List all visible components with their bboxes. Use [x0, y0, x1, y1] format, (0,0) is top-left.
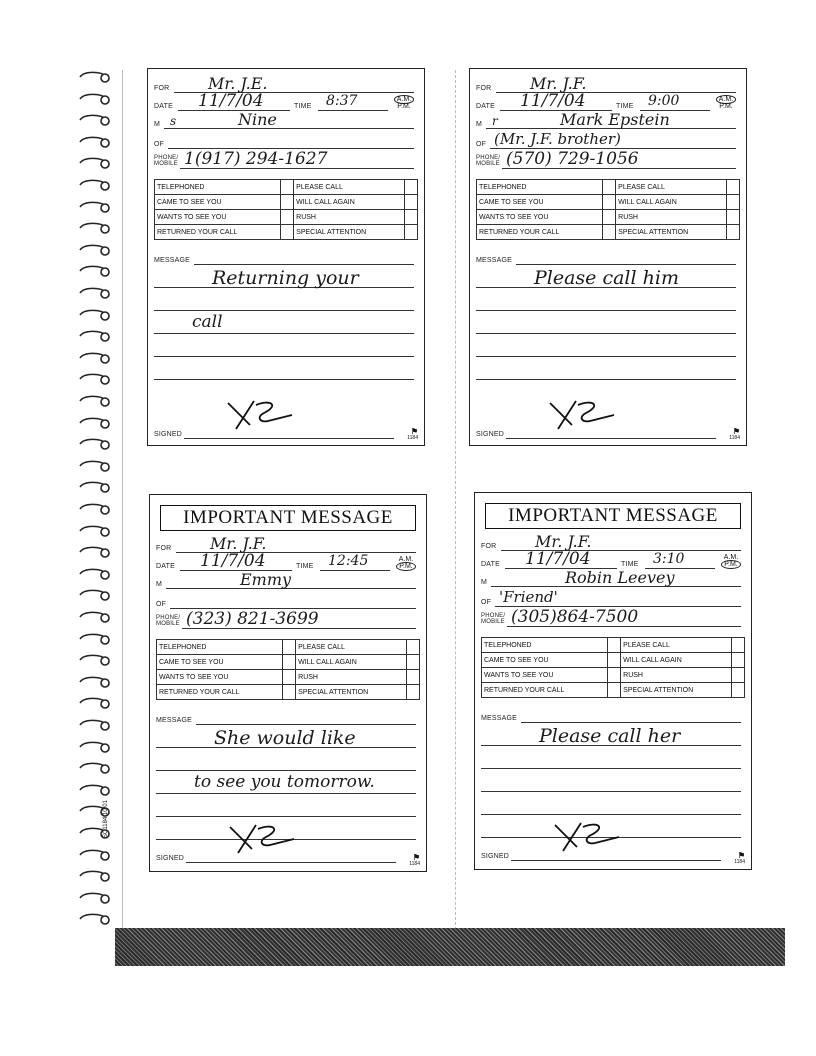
message-line — [521, 722, 741, 723]
for-value: Mr. J.F. — [210, 534, 267, 553]
telephoned-label: TELEPHONED — [482, 638, 608, 653]
spiral-ring-icon — [78, 761, 110, 775]
checkbox-row — [155, 195, 418, 210]
checkbox-row — [155, 180, 418, 195]
returned-call-label: RETURNED YOUR CALL — [477, 225, 603, 240]
returned-call-checkbox[interactable] — [603, 225, 616, 240]
spiral-ring-icon — [78, 264, 110, 278]
please-call-checkbox[interactable] — [407, 640, 420, 655]
rush-checkbox[interactable] — [727, 210, 740, 225]
please-call-label: PLEASE CALL — [294, 180, 405, 195]
logo-icon: ⚑ — [737, 851, 745, 860]
came-to-see-label: CAME TO SEE YOU — [477, 195, 603, 210]
form-number: 1184 — [407, 435, 418, 441]
date-value: 11/7/04 — [200, 551, 266, 571]
spiral-ring-icon — [78, 286, 110, 300]
special-attention-label: SPECIAL ATTENTION — [296, 685, 407, 700]
message-label: MESSAGE — [156, 717, 193, 724]
checkbox-row — [157, 655, 420, 670]
returned-call-checkbox[interactable] — [283, 685, 296, 700]
spiral-ring-icon — [78, 437, 110, 451]
telephoned-checkbox[interactable] — [281, 180, 294, 195]
spiral-ring-icon — [78, 891, 110, 905]
message-text-line1: Returning your — [212, 267, 359, 289]
pm-label: P.M. — [719, 103, 733, 110]
for-value: Mr. J.E. — [208, 74, 268, 93]
time-value: 12:45 — [328, 553, 369, 569]
wants-to-see-checkbox[interactable] — [603, 210, 616, 225]
of-label: OF — [154, 141, 165, 148]
spiral-ring-icon — [78, 696, 110, 710]
banner-title: IMPORTANT MESSAGE — [508, 505, 718, 526]
spiral-ring-icon — [78, 502, 110, 516]
spiral-ring-icon — [78, 156, 110, 170]
for-value: Mr. J.F. — [530, 74, 587, 93]
am-label: A.M. — [398, 556, 414, 563]
rush-checkbox[interactable] — [407, 670, 420, 685]
time-label: TIME — [616, 103, 634, 110]
checkbox-row — [482, 668, 745, 683]
pm-label: P.M. — [397, 103, 411, 110]
date-value: 11/7/04 — [520, 91, 586, 111]
form-number-logo — [407, 429, 418, 441]
time-label: TIME — [294, 103, 312, 110]
came-to-see-checkbox[interactable] — [283, 655, 296, 670]
please-call-checkbox[interactable] — [727, 180, 740, 195]
message-line — [481, 814, 741, 815]
for-label: FOR — [154, 85, 170, 92]
checkbox-grid — [154, 179, 418, 240]
message-line — [156, 816, 416, 817]
spiral-ring-icon — [78, 351, 110, 365]
for-label: FOR — [156, 545, 172, 552]
spiral-ring-icon — [78, 394, 110, 408]
came-to-see-label: CAME TO SEE YOU — [157, 655, 283, 670]
spiral-ring-icon — [78, 92, 110, 106]
telephoned-checkbox[interactable] — [283, 640, 296, 655]
rush-checkbox[interactable] — [405, 210, 418, 225]
message-line — [194, 264, 414, 265]
spiral-ring-icon — [78, 675, 110, 689]
checkbox-grid — [481, 637, 745, 698]
telephoned-checkbox[interactable] — [603, 180, 616, 195]
telephoned-checkbox[interactable] — [608, 638, 621, 653]
spiral-ring-icon — [78, 869, 110, 883]
phone-label — [156, 615, 180, 627]
center-fold-line — [455, 70, 456, 940]
message-text-line2: to see you tomorrow. — [194, 772, 375, 792]
checkbox-row — [157, 670, 420, 685]
special-attention-label: SPECIAL ATTENTION — [621, 683, 732, 698]
spiral-ring-icon — [78, 524, 110, 538]
for-value: Mr. J.F. — [535, 532, 592, 551]
spiral-ring-icon — [78, 783, 110, 797]
checkbox-row — [157, 640, 420, 655]
scan-shadow-band — [115, 928, 785, 966]
spiral-ring-icon — [78, 632, 110, 646]
time-label: TIME — [621, 561, 639, 568]
signed-label: SIGNED — [481, 853, 510, 860]
came-to-see-label: CAME TO SEE YOU — [155, 195, 281, 210]
checkbox-row — [477, 210, 740, 225]
will-call-label: WILL CALL AGAIN — [621, 653, 732, 668]
returned-call-checkbox[interactable] — [281, 225, 294, 240]
m-label: M — [156, 581, 163, 588]
message-line — [154, 333, 414, 334]
signed-line — [506, 438, 716, 439]
am-pm-indicator — [719, 554, 743, 568]
for-label: FOR — [476, 85, 492, 92]
m-line — [164, 128, 414, 129]
special-attention-checkbox[interactable] — [732, 683, 745, 698]
am-pm-indicator — [714, 96, 738, 110]
pm-label: P.M. — [396, 562, 416, 571]
telephoned-label: TELEPHONED — [477, 180, 603, 195]
checkbox-row — [482, 653, 745, 668]
message-line — [156, 770, 416, 771]
signed-line — [184, 438, 394, 439]
am-label: A.M. — [723, 554, 739, 561]
of-label: OF — [156, 601, 167, 608]
am-pm-indicator — [394, 556, 418, 570]
date-label: DATE — [476, 103, 495, 110]
came-to-see-checkbox[interactable] — [281, 195, 294, 210]
caller-name-value: Robin Leevey — [565, 568, 675, 587]
form-number: 1184 — [729, 435, 740, 441]
returned-call-label: RETURNED YOUR CALL — [155, 225, 281, 240]
spiral-ring-icon — [78, 308, 110, 322]
spiral-ring-icon — [78, 135, 110, 149]
date-value: 11/7/04 — [198, 91, 264, 111]
time-value: 8:37 — [326, 93, 358, 109]
wants-to-see-checkbox[interactable] — [608, 668, 621, 683]
message-line — [516, 264, 736, 265]
phone-label-line2: MOBILE — [476, 161, 500, 167]
signed-line — [186, 862, 396, 863]
will-call-checkbox[interactable] — [732, 653, 745, 668]
will-call-label: WILL CALL AGAIN — [294, 195, 405, 210]
wants-to-see-label: WANTS TO SEE YOU — [477, 210, 603, 225]
please-call-label: PLEASE CALL — [296, 640, 407, 655]
signed-label: SIGNED — [154, 431, 183, 438]
spiral-ring-icon — [78, 416, 110, 430]
spiral-ring-icon — [78, 243, 110, 257]
of-value: 'Friend' — [499, 588, 558, 606]
m-prefix-value: s — [170, 114, 177, 128]
logo-icon: ⚑ — [412, 853, 420, 862]
spiral-ring-icon — [78, 740, 110, 754]
checkbox-row — [477, 180, 740, 195]
signature-mark — [547, 817, 627, 857]
date-label: DATE — [154, 103, 173, 110]
spiral-ring-icon — [78, 653, 110, 667]
phone-label-line1: PHONE/ — [481, 613, 506, 619]
caller-name-value: Mark Epstein — [560, 110, 670, 129]
spiral-binding — [78, 70, 118, 940]
phone-label — [481, 613, 505, 625]
rush-checkbox[interactable] — [732, 668, 745, 683]
message-text-line2: call — [192, 312, 223, 332]
m-label: M — [154, 121, 161, 128]
logo-icon: ⚑ — [732, 427, 740, 436]
message-line — [476, 333, 736, 334]
returned-call-label: RETURNED YOUR CALL — [157, 685, 283, 700]
phone-value: (323) 821-3699 — [186, 609, 319, 629]
am-label: A.M. — [394, 95, 414, 104]
message-text-line1: She would like — [214, 727, 356, 749]
came-to-see-checkbox[interactable] — [608, 653, 621, 668]
spiral-ring-icon — [78, 221, 110, 235]
margin-line — [122, 70, 123, 940]
form-number-logo — [409, 855, 420, 867]
am-pm-indicator — [392, 96, 416, 110]
spiral-ring-icon — [78, 459, 110, 473]
phone-value: (570) 729-1056 — [506, 149, 639, 169]
checkbox-grid — [156, 639, 420, 700]
time-line — [318, 110, 388, 111]
will-call-label: WILL CALL AGAIN — [616, 195, 727, 210]
wants-to-see-checkbox[interactable] — [283, 670, 296, 685]
signature-mark — [220, 395, 300, 435]
of-label: OF — [476, 141, 487, 148]
caller-name-value: Nine — [238, 110, 277, 129]
form-number: 1184 — [734, 859, 745, 865]
returned-call-checkbox[interactable] — [608, 683, 621, 698]
time-label: TIME — [296, 563, 314, 570]
signed-label: SIGNED — [156, 855, 185, 862]
rush-label: RUSH — [296, 670, 407, 685]
checkbox-row — [157, 685, 420, 700]
will-call-checkbox[interactable] — [405, 195, 418, 210]
signature-mark — [542, 395, 622, 435]
of-value: (Mr. J.F. brother) — [494, 130, 621, 148]
phone-value: (305)864-7500 — [511, 607, 639, 627]
side-form-code: SC1184 10/01 — [103, 800, 109, 838]
form-number-logo — [734, 853, 745, 865]
returned-call-label: RETURNED YOUR CALL — [482, 683, 608, 698]
for-label: FOR — [481, 543, 497, 550]
m-label: M — [476, 121, 483, 128]
message-line — [476, 310, 736, 311]
spiral-ring-icon — [78, 848, 110, 862]
time-value: 9:00 — [648, 93, 680, 109]
pm-label: P.M. — [721, 560, 741, 569]
spiral-ring-icon — [78, 912, 110, 926]
m-label: M — [481, 579, 488, 586]
banner-title: IMPORTANT MESSAGE — [183, 507, 393, 528]
message-slip-1 — [147, 68, 425, 446]
signature-mark — [222, 819, 302, 859]
spiral-ring-icon — [78, 545, 110, 559]
caller-name-value: Emmy — [240, 570, 292, 589]
important-message-banner — [485, 503, 741, 529]
message-slip-3 — [149, 494, 427, 872]
phone-label-line1: PHONE/ — [154, 155, 179, 161]
spiral-ring-icon — [78, 610, 110, 624]
message-label: MESSAGE — [154, 257, 191, 264]
form-number-logo — [729, 429, 740, 441]
special-attention-checkbox[interactable] — [407, 685, 420, 700]
phone-label-line2: MOBILE — [154, 161, 178, 167]
checkbox-row — [155, 225, 418, 240]
special-attention-checkbox[interactable] — [405, 225, 418, 240]
logo-icon: ⚑ — [410, 427, 418, 436]
time-line — [320, 570, 390, 571]
phone-label-line1: PHONE/ — [476, 155, 501, 161]
spiral-ring-icon — [78, 588, 110, 602]
phone-label — [476, 155, 500, 167]
spiral-ring-icon — [78, 567, 110, 581]
checkbox-row — [482, 683, 745, 698]
message-slip-2 — [469, 68, 747, 446]
special-attention-label: SPECIAL ATTENTION — [616, 225, 727, 240]
please-call-checkbox[interactable] — [405, 180, 418, 195]
spiral-ring-icon — [78, 372, 110, 386]
signed-label: SIGNED — [476, 431, 505, 438]
phone-label-line1: PHONE/ — [156, 615, 181, 621]
message-line — [196, 724, 416, 725]
date-label: DATE — [481, 561, 500, 568]
signed-line — [511, 860, 721, 861]
spiral-ring-icon — [78, 113, 110, 127]
rush-label: RUSH — [621, 668, 732, 683]
rush-label: RUSH — [616, 210, 727, 225]
checkbox-row — [477, 225, 740, 240]
came-to-see-label: CAME TO SEE YOU — [482, 653, 608, 668]
message-slip-4 — [474, 492, 752, 870]
message-line — [154, 310, 414, 311]
spiral-ring-icon — [78, 200, 110, 214]
checkbox-row — [155, 210, 418, 225]
please-call-label: PLEASE CALL — [621, 638, 732, 653]
important-message-banner — [160, 505, 416, 531]
message-label: MESSAGE — [476, 257, 513, 264]
wants-to-see-checkbox[interactable] — [281, 210, 294, 225]
phone-value: 1(917) 294-1627 — [184, 149, 328, 169]
wants-to-see-label: WANTS TO SEE YOU — [482, 668, 608, 683]
spiral-ring-icon — [78, 480, 110, 494]
message-line — [481, 768, 741, 769]
phone-label — [154, 155, 178, 167]
phone-label-line2: MOBILE — [156, 621, 180, 627]
will-call-checkbox[interactable] — [407, 655, 420, 670]
will-call-label: WILL CALL AGAIN — [296, 655, 407, 670]
time-value: 3:10 — [653, 551, 685, 567]
message-line — [154, 356, 414, 357]
please-call-checkbox[interactable] — [732, 638, 745, 653]
date-label: DATE — [156, 563, 175, 570]
message-label: MESSAGE — [481, 715, 518, 722]
message-text-line1: Please call him — [534, 267, 679, 289]
spiral-ring-icon — [78, 178, 110, 192]
rush-label: RUSH — [294, 210, 405, 225]
checkbox-row — [477, 195, 740, 210]
am-label: A.M. — [716, 95, 736, 104]
telephoned-label: TELEPHONED — [155, 180, 281, 195]
message-line — [154, 379, 414, 380]
will-call-checkbox[interactable] — [727, 195, 740, 210]
checkbox-row — [482, 638, 745, 653]
m-prefix-value: r — [492, 114, 498, 128]
special-attention-checkbox[interactable] — [727, 225, 740, 240]
spiral-ring-icon — [78, 718, 110, 732]
of-label: OF — [481, 599, 492, 606]
message-line — [476, 356, 736, 357]
spiral-ring-icon — [78, 70, 110, 84]
phone-label-line2: MOBILE — [481, 619, 505, 625]
checkbox-grid — [476, 179, 740, 240]
message-line — [156, 793, 416, 794]
came-to-see-checkbox[interactable] — [603, 195, 616, 210]
wants-to-see-label: WANTS TO SEE YOU — [157, 670, 283, 685]
message-line — [476, 379, 736, 380]
wants-to-see-label: WANTS TO SEE YOU — [155, 210, 281, 225]
message-line — [481, 791, 741, 792]
please-call-label: PLEASE CALL — [616, 180, 727, 195]
date-value: 11/7/04 — [525, 549, 591, 569]
message-text-line1: Please call her — [539, 725, 681, 747]
telephoned-label: TELEPHONED — [157, 640, 283, 655]
form-number: 1184 — [409, 861, 420, 867]
spiral-ring-icon — [78, 329, 110, 343]
special-attention-label: SPECIAL ATTENTION — [294, 225, 405, 240]
